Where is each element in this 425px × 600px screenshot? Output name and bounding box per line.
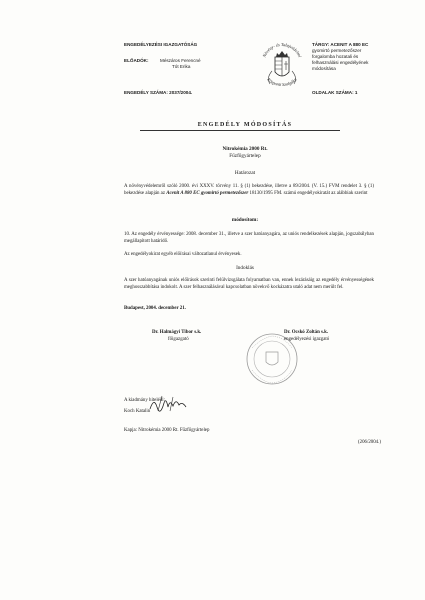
product-name: Acenit A 880 EC gyomirtó xyxy=(166,190,219,196)
clerk-name-1: Mészáros Ferencné xyxy=(160,58,201,63)
subject-line-4: felhasználási engedélyének xyxy=(312,60,369,65)
company-name: Nitrokémia 2000 Rt. xyxy=(222,146,268,152)
paragraph-unchanged: Az engedélyokirat egyéb előírásai változatlanul érvényesek. xyxy=(124,252,242,257)
paragraph-validity: 10. Az engedély érvényessége: 2008. december 31., illetve a szer hatóanyagára, az uniós rendelkezések alapján, jogszabályban megállapított határidő. xyxy=(124,232,374,244)
subject-line-3: forgalomba hozatali és xyxy=(312,54,359,59)
paragraph-reasoning: A szer hatóanyagának uniós előírások szerinti felülvizsgálata folyamatban van, ennek lezárásáig az engedély érvényességének meghosszabbítása indokolt. A szer felhasználásával kapcsolatban növekvő kockázatra utaló adat nem merült fel. xyxy=(124,278,374,290)
document-title: ENGEDÉLY MÓDOSÍTÁS xyxy=(197,122,293,128)
reference-number: (206/2004.) xyxy=(358,440,381,445)
clerk-name-2: Tót Erika xyxy=(172,64,191,69)
crest-text-top: Növény- és Talajvédelmi xyxy=(261,42,303,59)
subject-line-2: gyomirtó permetezőszer xyxy=(312,48,362,53)
subject-line-1: TÁRGY: ACENIT A 880 EC xyxy=(312,42,369,47)
coat-of-arms-icon xyxy=(258,38,306,94)
signer-left-role: főigazgató xyxy=(168,337,189,342)
paragraph-legal-basis xyxy=(124,184,374,197)
permit-number: ENGEDÉLY SZÁMA: 2037/2004. xyxy=(124,90,193,95)
clerk-label: ELŐADÓK: xyxy=(124,58,149,63)
signer-right-role: engedélyezési igazgató xyxy=(284,337,330,342)
crest-text-bottom: Központi Szolgálat xyxy=(266,76,298,87)
para-1-part-a: A növényvédelemről szóló 2000. évi XXXV. törvény 11. § (1) bekezdése, illetve a xyxy=(124,184,292,189)
page-count: OLDALAK SZÁMA: 1 xyxy=(312,90,358,95)
product-type: permetezőszer xyxy=(220,190,249,196)
certifier-name: Koch Katalin xyxy=(124,409,151,414)
title-divider xyxy=(140,130,340,131)
section-modified: módosítom: xyxy=(231,217,259,223)
handwritten-signature-icon xyxy=(148,393,188,415)
section-resolution: Határozat xyxy=(234,170,256,176)
recipient-line: Kapja: Nitrokémia 2000 Rt. Fűzfőgyártelep xyxy=(124,428,210,433)
para-1-part-c: 18130/1995 FM. számú engedélyokiratát az alábbiak szerint xyxy=(249,190,368,196)
signer-right-name: Dr. Ocskó Zoltán s.k. xyxy=(284,330,329,335)
place-and-date: Budapest, 2004. december 21. xyxy=(124,306,186,311)
signer-left-name: Dr. Halmágyi Tibor s.k. xyxy=(152,330,202,335)
section-reasoning: Indoklás xyxy=(236,265,254,271)
directorate-title: ENGEDÉLYEZÉSI IGAZGATÓSÁG xyxy=(124,42,198,47)
subject-line-5: módosítása xyxy=(312,66,336,71)
svg-text:Központi Szolgálat xyxy=(266,76,299,87)
certification-label: A kiadmány hiteléül: xyxy=(124,398,166,403)
company-site: Fűzfőgyártelep xyxy=(229,153,261,159)
para-1-part-b: 89/2004. (V. 15.) FVM rendelet 3. § (1) bekezdése alapján az xyxy=(124,184,374,196)
